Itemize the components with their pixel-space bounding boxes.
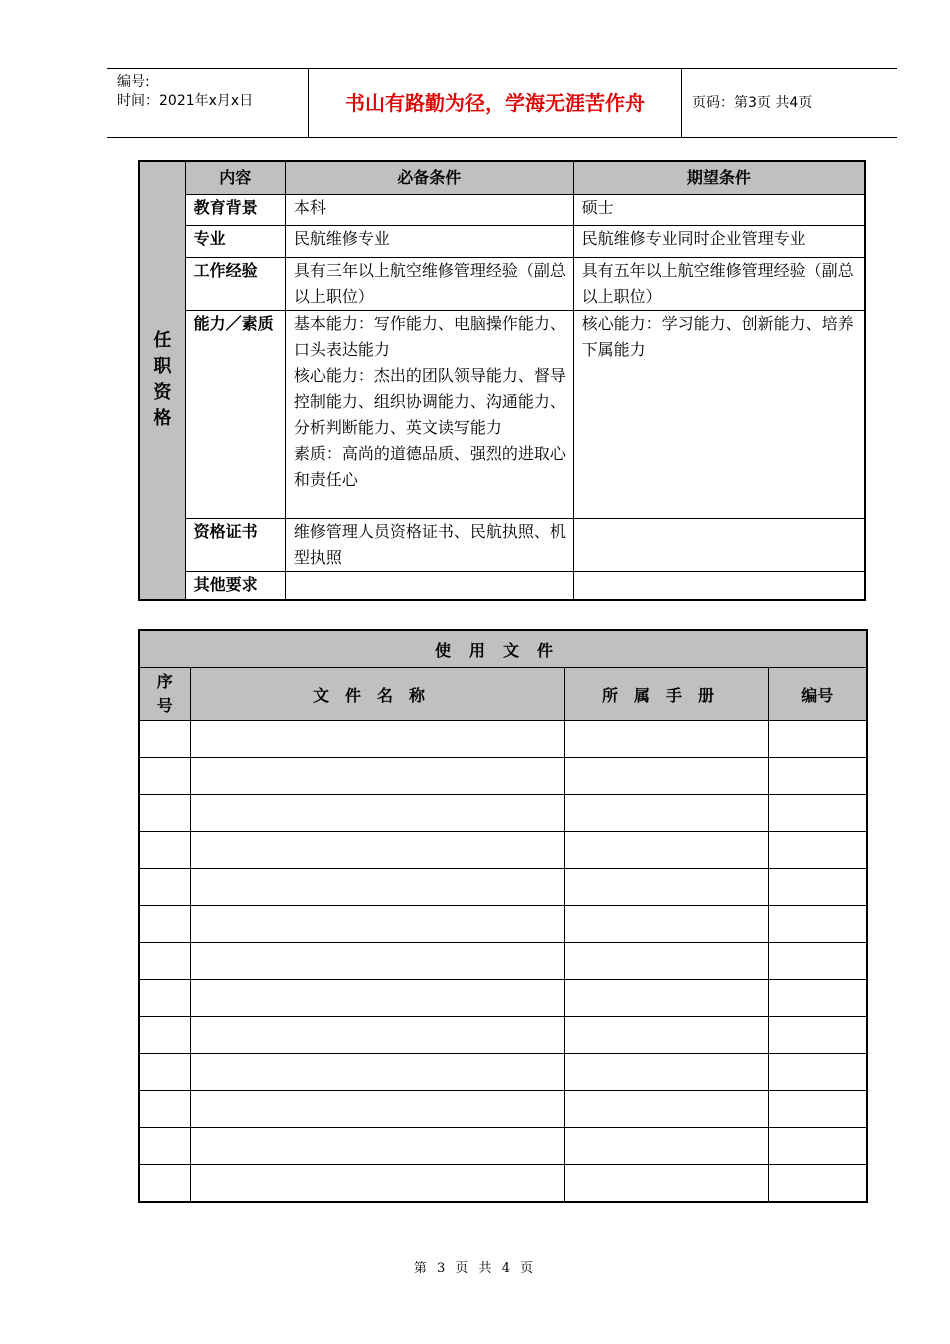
document-date: 时间：2021年x月x日 [117, 93, 254, 109]
table-row [139, 795, 867, 832]
table-row [139, 943, 867, 980]
code-cell [768, 1165, 867, 1203]
column-header-code: 编号 [768, 668, 867, 721]
serial-cell [139, 906, 190, 943]
column-header-required: 必备条件 [285, 161, 573, 195]
header-motto: 书山有路勤为径，学海无涯苦作舟 [345, 91, 645, 115]
code-cell [768, 943, 867, 980]
core-abilities-text: 核心能力：杰出的团队领导能力、督导控制能力、组织协调能力、沟通能力、分析判断能力、英文读写能力 [293, 366, 566, 437]
code-cell [768, 795, 867, 832]
education-desired: 硕士 [573, 195, 865, 226]
manual-cell [564, 721, 768, 758]
qualifications-title-char: 职 [153, 356, 172, 378]
header-divider [681, 69, 682, 137]
file-name-cell [190, 1017, 564, 1054]
file-name-cell [190, 980, 564, 1017]
table-row [139, 721, 867, 758]
file-name-cell [190, 1091, 564, 1128]
qualifications-section-title [139, 161, 185, 600]
file-name-cell [190, 906, 564, 943]
documents-table-title: 使用文件 [139, 630, 867, 668]
page-footer: 第 3 页 共 4 页 [413, 1261, 537, 1276]
table-row [139, 980, 867, 1017]
row-label-experience: 工作经验 [185, 258, 285, 311]
column-header-manual: 所属手册 [564, 668, 768, 721]
file-name-cell [190, 869, 564, 906]
file-name-cell [190, 943, 564, 980]
abilities-desired: 核心能力：学习能力、创新能力、培养下属能力 [573, 311, 865, 519]
qualifications-title-char: 资 [153, 382, 172, 404]
serial-cell [139, 1128, 190, 1165]
file-name-cell [190, 795, 564, 832]
file-name-cell [190, 758, 564, 795]
table-row [139, 1091, 867, 1128]
serial-header-text: 序号 [156, 672, 173, 715]
serial-cell [139, 1165, 190, 1203]
row-label-other: 其他要求 [185, 572, 285, 600]
code-cell [768, 1128, 867, 1165]
serial-cell [139, 980, 190, 1017]
manual-cell [564, 832, 768, 869]
manual-cell [564, 758, 768, 795]
code-cell [768, 980, 867, 1017]
certificates-desired [573, 519, 865, 572]
qualifications-table [138, 160, 866, 601]
code-cell [768, 1017, 867, 1054]
certificates-required: 维修管理人员资格证书、民航执照、机型执照 [285, 519, 573, 572]
row-label-major: 专业 [185, 226, 285, 258]
column-header-serial [139, 668, 190, 721]
column-header-desired: 期望条件 [573, 161, 865, 195]
serial-cell [139, 721, 190, 758]
documents-table [138, 629, 868, 1203]
file-name-cell [190, 1128, 564, 1165]
serial-cell [139, 1017, 190, 1054]
table-row [139, 1054, 867, 1091]
row-label-certificates: 资格证书 [185, 519, 285, 572]
column-header-file-name: 文件名称 [190, 668, 564, 721]
serial-cell [139, 795, 190, 832]
file-name-cell [190, 721, 564, 758]
serial-cell [139, 832, 190, 869]
serial-cell [139, 758, 190, 795]
code-cell [768, 832, 867, 869]
major-required: 民航维修专业 [285, 226, 573, 258]
manual-cell [564, 1091, 768, 1128]
row-label-abilities: 能力／素质 [185, 311, 285, 519]
code-cell [768, 869, 867, 906]
table-row [139, 1128, 867, 1165]
table-row [139, 906, 867, 943]
qualifications-title-char: 任 [153, 330, 172, 352]
experience-desired: 具有五年以上航空维修管理经验（副总以上职位） [573, 258, 865, 311]
basic-abilities-text: 基本能力：写作能力、电脑操作能力、口头表达能力 [293, 314, 566, 359]
serial-cell [139, 943, 190, 980]
manual-cell [564, 1165, 768, 1203]
abilities-required [285, 311, 573, 519]
table-row [139, 832, 867, 869]
table-row [139, 1017, 867, 1054]
code-cell [768, 758, 867, 795]
manual-cell [564, 869, 768, 906]
serial-cell [139, 1091, 190, 1128]
table-row [139, 758, 867, 795]
other-required [285, 572, 573, 600]
header-page-indicator: 页码：第3页 共4页 [692, 95, 813, 111]
qualifications-title-char: 格 [153, 408, 172, 430]
column-header-content: 内容 [185, 161, 285, 195]
manual-cell [564, 980, 768, 1017]
education-required: 本科 [285, 195, 573, 226]
code-cell [768, 1054, 867, 1091]
file-name-cell [190, 1165, 564, 1203]
qualities-text: 素质：高尚的道德品质、强烈的进取心和责任心 [293, 444, 566, 489]
row-label-education: 教育背景 [185, 195, 285, 226]
file-name-cell [190, 1054, 564, 1091]
manual-cell [564, 1017, 768, 1054]
experience-required: 具有三年以上航空维修管理经验（副总以上职位） [285, 258, 573, 311]
serial-cell [139, 1054, 190, 1091]
table-row [139, 1165, 867, 1203]
major-desired: 民航维修专业同时企业管理专业 [573, 226, 865, 258]
code-cell [768, 1091, 867, 1128]
manual-cell [564, 906, 768, 943]
other-desired [573, 572, 865, 600]
document-code-label: 编号: [117, 74, 150, 90]
manual-cell [564, 943, 768, 980]
manual-cell [564, 795, 768, 832]
page-header [107, 68, 897, 138]
file-name-cell [190, 832, 564, 869]
code-cell [768, 906, 867, 943]
manual-cell [564, 1054, 768, 1091]
table-row [139, 869, 867, 906]
code-cell [768, 721, 867, 758]
manual-cell [564, 1128, 768, 1165]
serial-cell [139, 869, 190, 906]
